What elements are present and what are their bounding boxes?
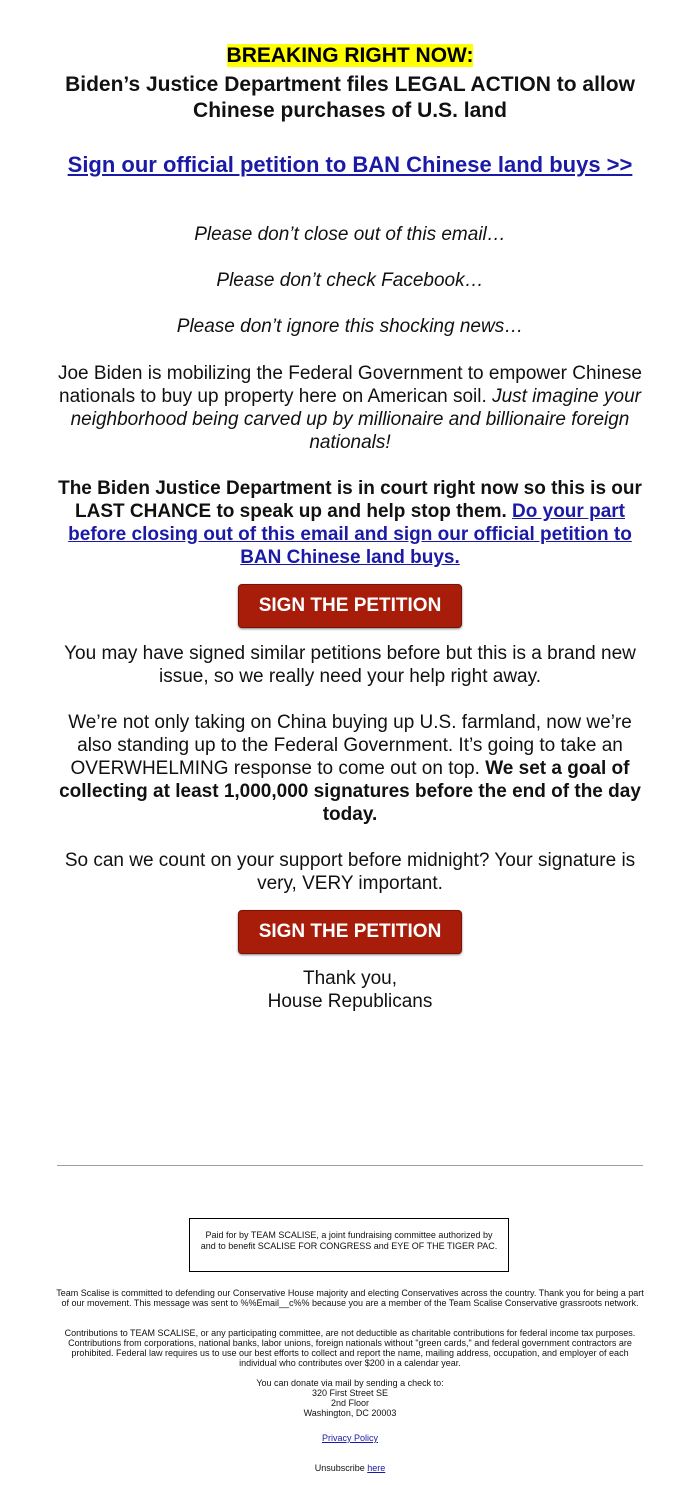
unsubscribe-text: Unsubscribe [314, 1463, 368, 1473]
paragraph-1-text: Joe Biden is mobilizing the Federal Government to empower Chinese nationals to buy up property here on American soil. [57, 363, 643, 407]
footer-address-line-1: 320 First Street SE [311, 1388, 389, 1398]
petition-headline-link[interactable]: Sign our official petition to BAN Chinese land buys >> [67, 152, 633, 177]
footer-donate-intro: You can donate via mail by sending a check to: [256, 1378, 444, 1388]
paragraph-count-on-support: So can we count on your support before midnight? Your signature is very, VERY important. [64, 850, 636, 894]
paragraph-similar-petitions: You may have signed similar petitions before but this is a brand new issue, so we really need your help right away. [64, 643, 636, 687]
sign-button-wrap-2 [0, 910, 700, 954]
paragraph-biden-mobilizing [55, 362, 645, 454]
petition-inline-link[interactable]: Do your part before closing out of this email and sign our official petition to BAN Chinese land buys. [68, 501, 632, 568]
signoff-name: House Republicans [267, 991, 433, 1012]
footer-divider [57, 1165, 643, 1166]
paragraph-last-chance [55, 477, 645, 569]
intro-line-1: Please don’t close out of this email… [194, 224, 506, 245]
headline-text-1: Biden’s Justice Department files [65, 73, 395, 96]
signoff-thanks: Thank you, [303, 968, 397, 989]
footer-committed-text: Team Scalise is committed to defending our Conservative House majority and electing Conservatives across the country. Thank you for being a part of our movement. This message was sent to %%Email__c%% because you are a member of the Team Scalise Conservative grassroots network. [56, 1288, 644, 1308]
sign-petition-button-2[interactable]: SIGN THE PETITION [238, 910, 463, 954]
intro-line-2: Please don’t check Facebook… [216, 270, 484, 291]
footer-address-line-3: Washington, DC 20003 [303, 1408, 397, 1418]
headline-text-2: to allow Chinese purchases of U.S. land [193, 73, 635, 122]
paragraph-4-text: We’re not only taking on China buying up U.S. farmland, now we’re also standing up to the Federal Government. It’s going to take an OVERWHELMING response to come out on top. [68, 712, 632, 779]
paragraph-4-bold: We set a goal of collecting at least 1,000,000 signatures before the end of the day today. [59, 758, 641, 825]
breaking-label: BREAKING RIGHT NOW: [226, 44, 474, 67]
sign-petition-button[interactable]: SIGN THE PETITION [238, 584, 463, 628]
unsubscribe-line [0, 1463, 700, 1473]
breaking-banner [0, 44, 700, 68]
privacy-policy-link[interactable]: Privacy Policy [321, 1433, 378, 1443]
paragraph-overwhelming [55, 711, 645, 826]
paid-for-disclaimer: Paid for by TEAM SCALISE, a joint fundraising committee authorized by and to benefit SCALISE FOR CONGRESS and EYE OF THE TIGER PAC. [189, 1218, 509, 1272]
headline [60, 72, 640, 124]
intro-line-3: Please don’t ignore this shocking news… [176, 316, 524, 337]
privacy-policy-wrap [0, 1433, 700, 1443]
footer-contributions-text: Contributions to TEAM SCALISE, or any participating committee, are not deductible as charitable contributions for federal income tax purposes. Contributions from corporations, national banks, labor unions, foreign nationals without "green cards," and federal government contractors are prohibited. Federal law requires us to use our best efforts to collect and report the name, mailing address, occupation, and employer of each individual who contributes over $200 in a calendar year. [64, 1328, 636, 1368]
footer-address-line-2: 2nd Floor [330, 1398, 370, 1408]
paragraph-2-bold: The Biden Justice Department is in court right now so this is our LAST CHANCE to speak up and help stop them. [58, 478, 642, 522]
unsubscribe-link[interactable]: here [367, 1463, 386, 1473]
sign-button-wrap-1 [0, 584, 700, 628]
paragraph-1-italic: Just imagine your neighborhood being carved up by millionaire and billionaire foreign nationals! [70, 386, 641, 453]
petition-headline-link-wrap [60, 152, 640, 178]
headline-text-caps: LEGAL ACTION [394, 73, 551, 96]
